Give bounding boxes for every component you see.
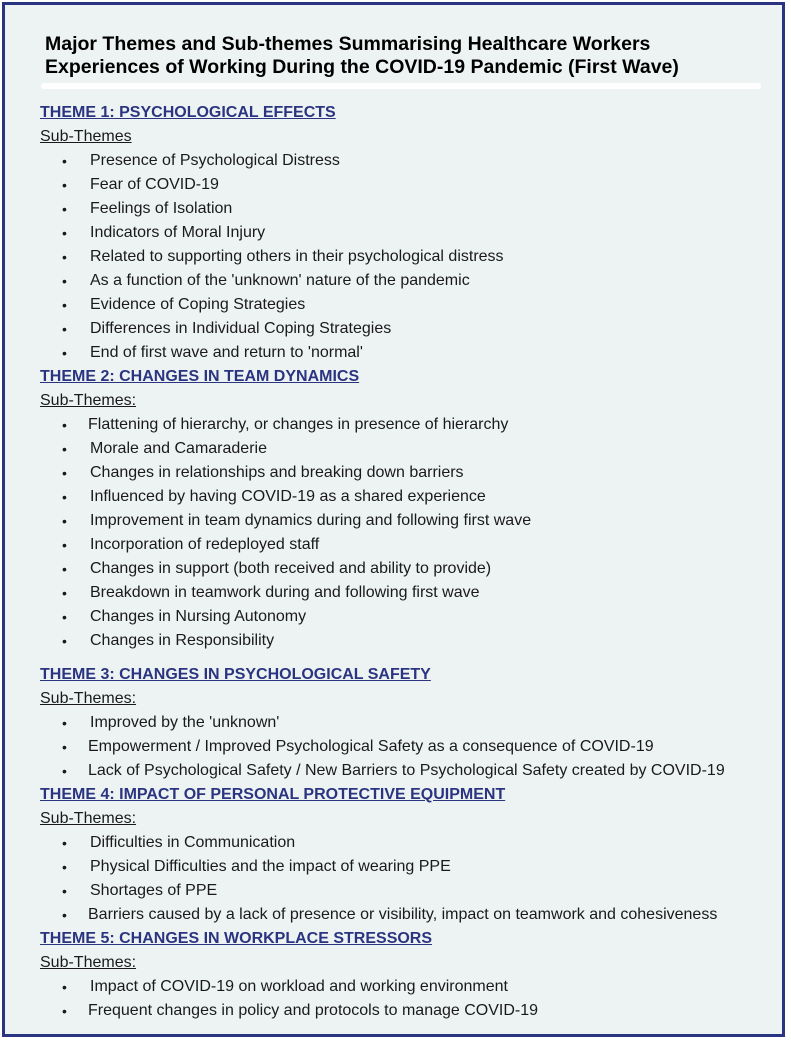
sub-theme-text: Changes in Responsibility	[90, 632, 275, 649]
bullet-icon: •	[62, 513, 67, 529]
sub-themes-label: Sub-Themes:	[40, 954, 137, 971]
sub-theme-text: Flattening of hierarchy, or changes in presence of hierarchy	[88, 416, 509, 433]
sub-theme-item	[40, 581, 785, 605]
sub-theme-item	[40, 293, 785, 317]
bullet-icon: •	[62, 1003, 67, 1019]
sub-theme-list	[40, 413, 785, 653]
themes-panel	[2, 2, 785, 1037]
theme-4	[40, 783, 785, 927]
theme-3	[40, 663, 785, 783]
bullet-icon: •	[62, 585, 67, 601]
bullet-icon: •	[62, 883, 67, 899]
bullet-icon: •	[62, 907, 67, 923]
bullet-icon: •	[62, 537, 67, 553]
sub-theme-item	[40, 413, 785, 437]
bullet-icon: •	[62, 763, 67, 779]
sub-theme-text: Shortages of PPE	[90, 882, 218, 899]
sub-theme-text: Improvement in team dynamics during and following first wave	[90, 512, 532, 529]
theme-1	[40, 101, 785, 365]
theme-2	[40, 365, 785, 653]
sub-theme-item	[40, 245, 785, 269]
sub-themes-label: Sub-Themes:	[40, 810, 137, 827]
bullet-icon: •	[62, 489, 67, 505]
sub-theme-item	[40, 711, 785, 735]
bullet-icon: •	[62, 979, 67, 995]
sub-theme-text: Incorporation of redeployed staff	[90, 536, 320, 553]
bullet-icon: •	[62, 225, 67, 241]
sub-theme-text: Related to supporting others in their psychological distress	[90, 248, 504, 265]
sub-theme-text: Changes in support (both received and ability to provide)	[90, 560, 492, 577]
sub-theme-list	[40, 711, 785, 783]
sub-theme-text: Indicators of Moral Injury	[90, 224, 266, 241]
sub-theme-text: Improved by the 'unknown'	[90, 714, 280, 731]
bullet-icon: •	[62, 417, 67, 433]
bullet-icon: •	[62, 609, 67, 625]
sub-theme-item	[40, 629, 785, 653]
sub-theme-item	[40, 437, 785, 461]
sub-theme-text: Barriers caused by a lack of presence or visibility, impact on teamwork and cohesiveness	[88, 906, 718, 923]
sub-theme-item	[40, 879, 785, 903]
themes-list	[40, 101, 785, 1023]
sub-theme-item	[40, 735, 785, 759]
theme-heading: THEME 5: CHANGES IN WORKPLACE STRESSORS	[40, 930, 433, 947]
bullet-icon: •	[62, 465, 67, 481]
bullet-icon: •	[62, 739, 67, 755]
sub-theme-item	[40, 509, 785, 533]
sub-theme-text: Fear of COVID-19	[90, 176, 219, 193]
bullet-icon: •	[62, 441, 67, 457]
sub-theme-item	[40, 173, 785, 197]
sub-theme-item	[40, 221, 785, 245]
sub-theme-text: Breakdown in teamwork during and following first wave	[90, 584, 480, 601]
sub-theme-text: Frequent changes in policy and protocols to manage COVID-19	[88, 1002, 539, 1019]
bullet-icon: •	[62, 859, 67, 875]
theme-heading: THEME 3: CHANGES IN PSYCHOLOGICAL SAFETY	[40, 666, 431, 683]
theme-heading: THEME 4: IMPACT OF PERSONAL PROTECTIVE EQUIPMENT	[40, 786, 506, 803]
sub-theme-text: Empowerment / Improved Psychological Safety as a consequence of COVID-19	[88, 738, 654, 755]
bullet-icon: •	[62, 561, 67, 577]
sub-theme-text: End of first wave and return to 'normal'	[90, 344, 363, 361]
theme-heading: THEME 2: CHANGES IN TEAM DYNAMICS	[40, 368, 360, 385]
sub-theme-item	[40, 831, 785, 855]
title-divider	[41, 83, 761, 89]
bullet-icon: •	[62, 345, 67, 361]
sub-theme-item	[40, 975, 785, 999]
sub-theme-list	[40, 975, 785, 1023]
document-title: Major Themes and Sub-themes Summarising Healthcare Workers Experiences of Working During the COVID-19 Pandemic (First Wave)	[45, 33, 679, 78]
sub-theme-text: Morale and Camaraderie	[90, 440, 267, 457]
bullet-icon: •	[62, 201, 67, 217]
sub-theme-item	[40, 269, 785, 293]
sub-themes-label: Sub-Themes:	[40, 392, 137, 409]
bullet-icon: •	[62, 153, 67, 169]
bullet-icon: •	[62, 297, 67, 313]
sub-theme-item	[40, 317, 785, 341]
sub-theme-item	[40, 999, 785, 1023]
bullet-icon: •	[62, 835, 67, 851]
theme-5	[40, 927, 785, 1023]
bullet-icon: •	[62, 633, 67, 649]
sub-theme-text: Difficulties in Communication	[90, 834, 296, 851]
sub-theme-text: Lack of Psychological Safety / New Barriers to Psychological Safety created by COVID-19	[88, 762, 725, 779]
bullet-icon: •	[62, 177, 67, 193]
sub-theme-item	[40, 341, 785, 365]
sub-theme-text: Changes in Nursing Autonomy	[90, 608, 307, 625]
sub-theme-text: Physical Difficulties and the impact of wearing PPE	[90, 858, 451, 875]
sub-theme-item	[40, 605, 785, 629]
sub-theme-text: Impact of COVID-19 on workload and working environment	[90, 978, 508, 995]
sub-theme-text: Feelings of Isolation	[90, 200, 233, 217]
sub-theme-text: Presence of Psychological Distress	[90, 152, 340, 169]
sub-theme-text: Influenced by having COVID-19 as a shared experience	[90, 488, 486, 505]
sub-theme-item	[40, 149, 785, 173]
sub-theme-item	[40, 461, 785, 485]
sub-themes-label: Sub-Themes:	[40, 690, 137, 707]
sub-themes-label: Sub-Themes	[40, 128, 132, 145]
bullet-icon: •	[62, 273, 67, 289]
sub-theme-item	[40, 557, 785, 581]
sub-theme-item	[40, 903, 785, 927]
sub-theme-item	[40, 485, 785, 509]
theme-heading: THEME 1: PSYCHOLOGICAL EFFECTS	[40, 104, 336, 121]
sub-theme-text: Differences in Individual Coping Strategies	[90, 320, 392, 337]
sub-theme-item	[40, 533, 785, 557]
sub-theme-item	[40, 855, 785, 879]
bullet-icon: •	[62, 715, 67, 731]
sub-theme-item	[40, 197, 785, 221]
sub-theme-list	[40, 149, 785, 365]
sub-theme-text: As a function of the 'unknown' nature of the pandemic	[90, 272, 470, 289]
sub-theme-item	[40, 759, 785, 783]
bullet-icon: •	[62, 321, 67, 337]
sub-theme-text: Changes in relationships and breaking down barriers	[90, 464, 464, 481]
sub-theme-list	[40, 831, 785, 927]
bullet-icon: •	[62, 249, 67, 265]
sub-theme-text: Evidence of Coping Strategies	[90, 296, 306, 313]
